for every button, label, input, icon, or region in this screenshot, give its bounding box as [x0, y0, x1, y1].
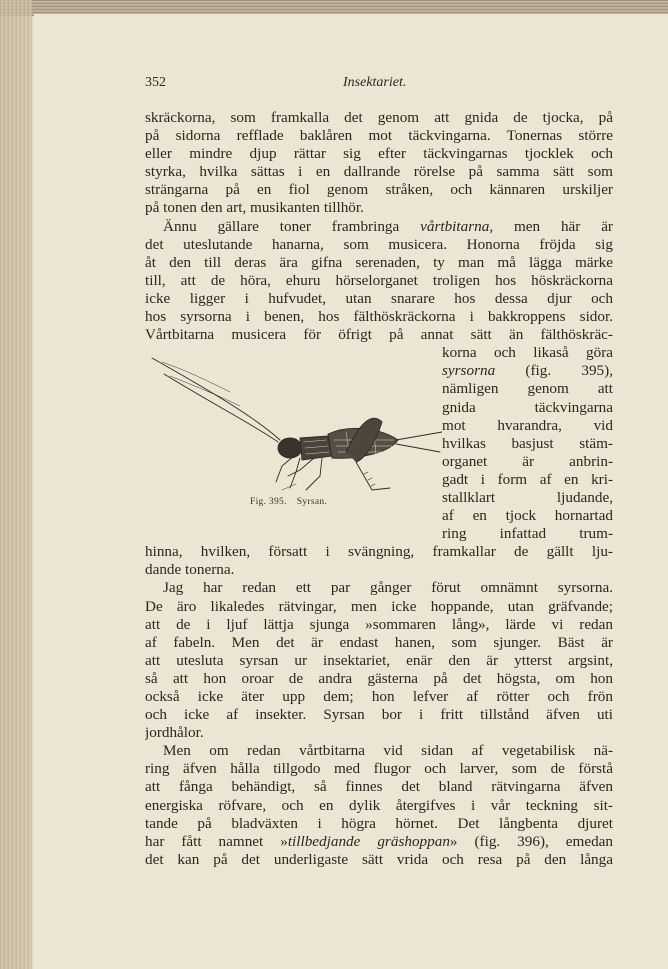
text-line: ring infattad trum-	[442, 525, 613, 543]
text-line: jordhålor.	[145, 724, 204, 742]
figure-number: Fig. 395.	[250, 497, 287, 507]
text-line: på tonen den art, musikanten tillhör.	[145, 199, 364, 217]
text-line: att utesluta syrsan ur insektariet, enär den är ytterst argsint,	[145, 651, 613, 669]
text-line: Ännu gällare toner frambringa vårtbitarna, men här är	[163, 217, 613, 235]
antenna-line	[164, 374, 278, 442]
text-line: på sidorna refflade baklåren mot täckvingarna. Tonernas större	[145, 127, 613, 145]
text-line: strängarna på en fiol genom stråken, och kännaren urskiljer	[145, 181, 613, 199]
antenna-line	[152, 358, 280, 440]
text-line: syrsorna (fig. 395),	[442, 362, 613, 380]
text-line: styrka, hvilka sättas i en dallrande rörelse på samma sätt som	[145, 163, 613, 181]
text-line: icke ligger i hufvudet, utan snarare hos dessa djur och	[145, 289, 613, 307]
text-line: af en tjock hornartad	[442, 507, 613, 525]
text-line: gadt i form af en kri-	[442, 470, 613, 488]
text-line: hvilkas basjust stäm-	[442, 434, 613, 452]
text-line: också icke äter upp dem; hon lefver af rötter och frön	[145, 688, 613, 705]
text-line: hinna, hvilken, försatt i svängning, framkallar de gällt lju-	[145, 543, 613, 561]
text-line: Jag har redan ett par gånger förut omnämnt syrsorna.	[163, 579, 613, 597]
page-number: 352	[145, 75, 166, 90]
text-line: hos syrsorna i benen, hos fälthöskräckorna i bakkroppens sidor.	[145, 308, 613, 326]
cricket-leg	[288, 458, 314, 476]
text-line: tande på bladväxten i högra hörnet. Det långbenta djuret	[145, 814, 613, 832]
text-line: eller mindre djup rättar sig efter täckvingarnas tjocklek och	[145, 145, 613, 163]
text-line: organet är anbrin-	[442, 452, 613, 470]
text-line: det kan på det underligaste sätt vrida och resa på den långa	[145, 850, 613, 868]
running-title: Insektariet.	[343, 75, 407, 90]
emphasis: vårtbitarna	[420, 217, 490, 235]
text-line: gnida täckvingarna	[442, 398, 613, 416]
text-line: mot hvarandra, vid	[442, 416, 613, 434]
text-line: dande tonerna.	[145, 561, 235, 579]
emphasis: syrsorna	[442, 362, 496, 380]
text-line: så att hon oroar de andra gästerna på det högsta, om hon	[145, 669, 613, 687]
text-line: har fått namnet »tillbedjande gräshoppan» (fig. 396), emedan	[145, 832, 613, 850]
figure-title: Syrsan.	[296, 497, 328, 507]
text-line: att de i ljuf lättja sjunga »sommaren lång», lärde vi redan	[145, 615, 613, 633]
text-line: skräckorna, som framkalla det genom att gnida de tjocka, på	[145, 109, 613, 126]
cricket-head	[278, 438, 302, 458]
text-line: det uteslutande hanarna, som musicera. Honorna fröjda sig	[145, 235, 613, 253]
text-line: nämligen genom att	[442, 380, 613, 398]
text-line: De äro likaledes rätvingar, men icke hoppande, utan gräfvande;	[145, 597, 613, 615]
cricket-cercus	[396, 432, 442, 440]
text-line: och icke af insekter. Syrsan bor i fritt tillstånd äfven uti	[145, 706, 613, 724]
text-line: åt den till deras ära gifna serenaden, ty man må lägga märke	[145, 253, 613, 271]
text-line: Men om redan vårtbitarna vid sidan af vegetabilisk nä-	[163, 742, 613, 760]
text-line: af fabeln. Men det är endast hanen, som sjunger. Bäst är	[145, 633, 613, 651]
text-line: korna och likaså göra	[442, 344, 613, 362]
cricket-leg	[276, 456, 294, 482]
page-header	[145, 75, 613, 95]
text-line: ring äfven hålla tillgodo med flugor och larver, som de förstå	[145, 760, 613, 778]
text-line: energiska röfvare, och en dylik återgifves i vår teckning sit-	[145, 796, 613, 814]
text-line: Vårtbitarna musicera för öfrigt på annat sätt än fälthöskräc-	[145, 326, 613, 344]
emphasis: tillbedjande gräshoppan	[287, 832, 450, 850]
cricket-cercus	[396, 444, 440, 452]
cricket-illustration	[150, 352, 442, 512]
figure-caption	[250, 497, 337, 507]
page-stack-left-edge	[0, 0, 32, 969]
text-line: till, att de höra, ehuru hörselorganet troligen hos höskräckorna	[145, 271, 613, 289]
text-line: stallklart ljudande,	[442, 488, 613, 506]
text-line: att fånga behändigt, så finnes det bland rätvingarna äfven	[145, 778, 613, 796]
